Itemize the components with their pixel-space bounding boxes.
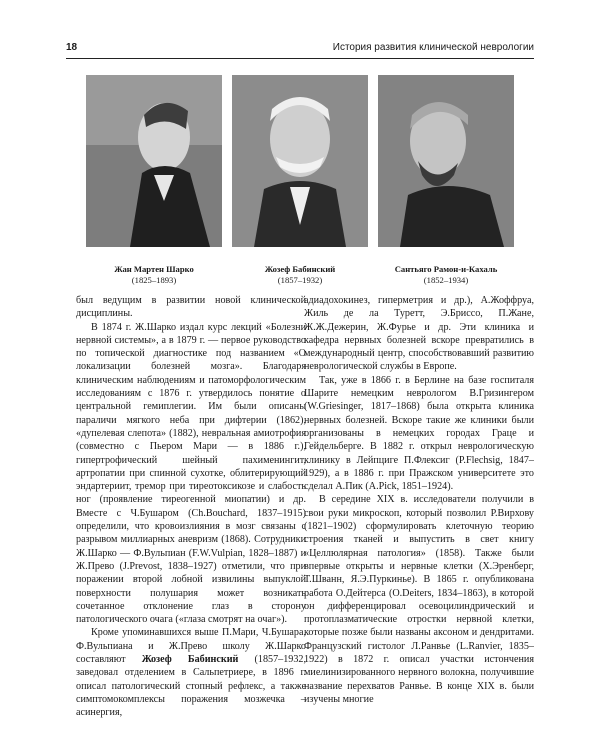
paragraph-text: (1857–1932, заведовал отделением в Сальпетриере, в 1896 г. описал патологический стопный рефлекс, а также симптомокомплексы поражения мозжечка – асинергия, xyxy=(76,654,306,719)
running-title: История развития клинической неврологии xyxy=(332,42,534,53)
portrait-charcot-image xyxy=(86,75,222,247)
portrait-cajal-image xyxy=(378,75,514,247)
portrait-name: Жозеф Бабинский xyxy=(264,264,336,274)
portrait-name: Сантьяго Рамон-и-Кахаль xyxy=(394,264,498,274)
portrait-photo-charcot xyxy=(86,75,222,247)
paragraph: адиадохокинез, гиперметрия и др.), А.Жоффруа, Жиль де ла Туретт, Э.Бриссо, П.Жане, Ж.Ж.Дежерин, Ж.Фурье и др. Эти клиника и кафедра нервных болезней вскоре превратились в международный центр, способствовавший развитию неврологической службы в Европе. xyxy=(304,295,534,373)
portrait-photo-babinski xyxy=(232,75,368,247)
portrait-dates: (1852–1934) xyxy=(423,275,469,285)
portrait-caption-charcot xyxy=(74,264,234,286)
portrait-caption-ramon-y-cajal xyxy=(366,264,526,286)
bold-name-babinski: Жозеф Бабинский xyxy=(141,654,239,666)
portrait-photo-ramon-y-cajal xyxy=(378,75,514,247)
portrait-dates: (1857–1932) xyxy=(277,275,323,285)
paragraph: В середине XIX в. исследователи получили в свои руки микроскоп, который позволил Р.Вирхову (1821–1902) сформулировать клеточную теорию строения тканей и выпустить в свет книгу «Целлюлярная патология» (1858). Также были впервые открыты и нервные клетки (Х.Эренберг, Т.Шванн, Я.Э.Пуркинье). В 1865 г. опубликована работа О.Дейтерса (O.Deiters, 1834–1863), в которой он дифференцировал осевоцилиндрический и протоплазматические отростки нервной клетки, которые позже были названы аксоном и дендритами. Французский гистолог Л.Ранвье (L.Ranvier, 1835–1922) в 1872 г. описал участки истончения миелинизированного нервного волокна, получившие название перехватов Ранвье. В конце XIX в. были изучены многие xyxy=(304,494,534,705)
paragraph: В 1874 г. Ж.Шарко издал курс лекций «Болезни нервной системы», а в 1879 г. — первое руководство по топической диагностике под названием «О локализации болезней мозга». Благодаря клиническим наблюдениям и патоморфологическим исследованиям с 1876 г. утвердилось понятие о центральной гемиплегии. Им были описаны параличи мягкого неба при дифтерии (1862), «дупелевая слепота» (1882), невральная амиотрофия (совместно с Пьером Мари — в 1886 г.), гипертрофический шейный пахименингит, артропатии при спинной сухотке, облитерирующий эндартериит, тремор при тиреотоксикозе и слабость ног (проявление тиреогенной миопатии) и др. Вместе с Ч.Бушаром (Ch.Bouchard, 1837–1915) определили, что кровоизлияния в мозг связаны с разрывом миллиарных аневризм (1868). Сотрудники Ж.Шарко — Ф.Вульпиан (F.W.Vulpian, 1828–1887) и Ж.Прево (J.Prevost, 1838–1927) отметили, что при поражении второй лобной извилины выпуклой поверхности полушария может возникать сочетанное отклонение глаз в сторону патологического очага («глаза смотрят на очаг»). xyxy=(76,321,306,626)
page-number: 18 xyxy=(66,42,78,53)
text-column-right xyxy=(304,294,534,706)
portrait-babinski-image xyxy=(232,75,368,247)
portrait-dates: (1825–1893) xyxy=(131,275,177,285)
paragraph-text: Кроме упоминавшихся выше П.Мари, Ч.Бушара, Ф.Вульпиана и Ж.Прево школу Ж.Шарко составляют xyxy=(76,627,306,666)
paragraph: Так, уже в 1866 г. в Берлине на базе госпиталя Шарите немецким неврологом В.Гризингером (W.Griesinger, 1817–1868) была открыта клиника нервных болезней. Вскоре такие же клиники были организованы в немецких городах Граце и Гейдельберге. В 1882 г. открыл неврологическую клинику в Лейпциге П.Флексиг (P.Flechsig, 1847–1929), а в 1886 г. при Пражском университете это сделал А.Пик (A.Pick, 1851–1924). xyxy=(304,374,534,493)
paragraph: был ведущим в развитии новой клинической дисциплины. xyxy=(76,295,306,320)
paragraph xyxy=(76,626,306,719)
portrait-caption-babinski xyxy=(220,264,380,286)
portrait-name: Жан Мартен Шарко xyxy=(114,264,194,274)
text-column-left xyxy=(76,294,306,720)
page-header xyxy=(66,42,534,59)
